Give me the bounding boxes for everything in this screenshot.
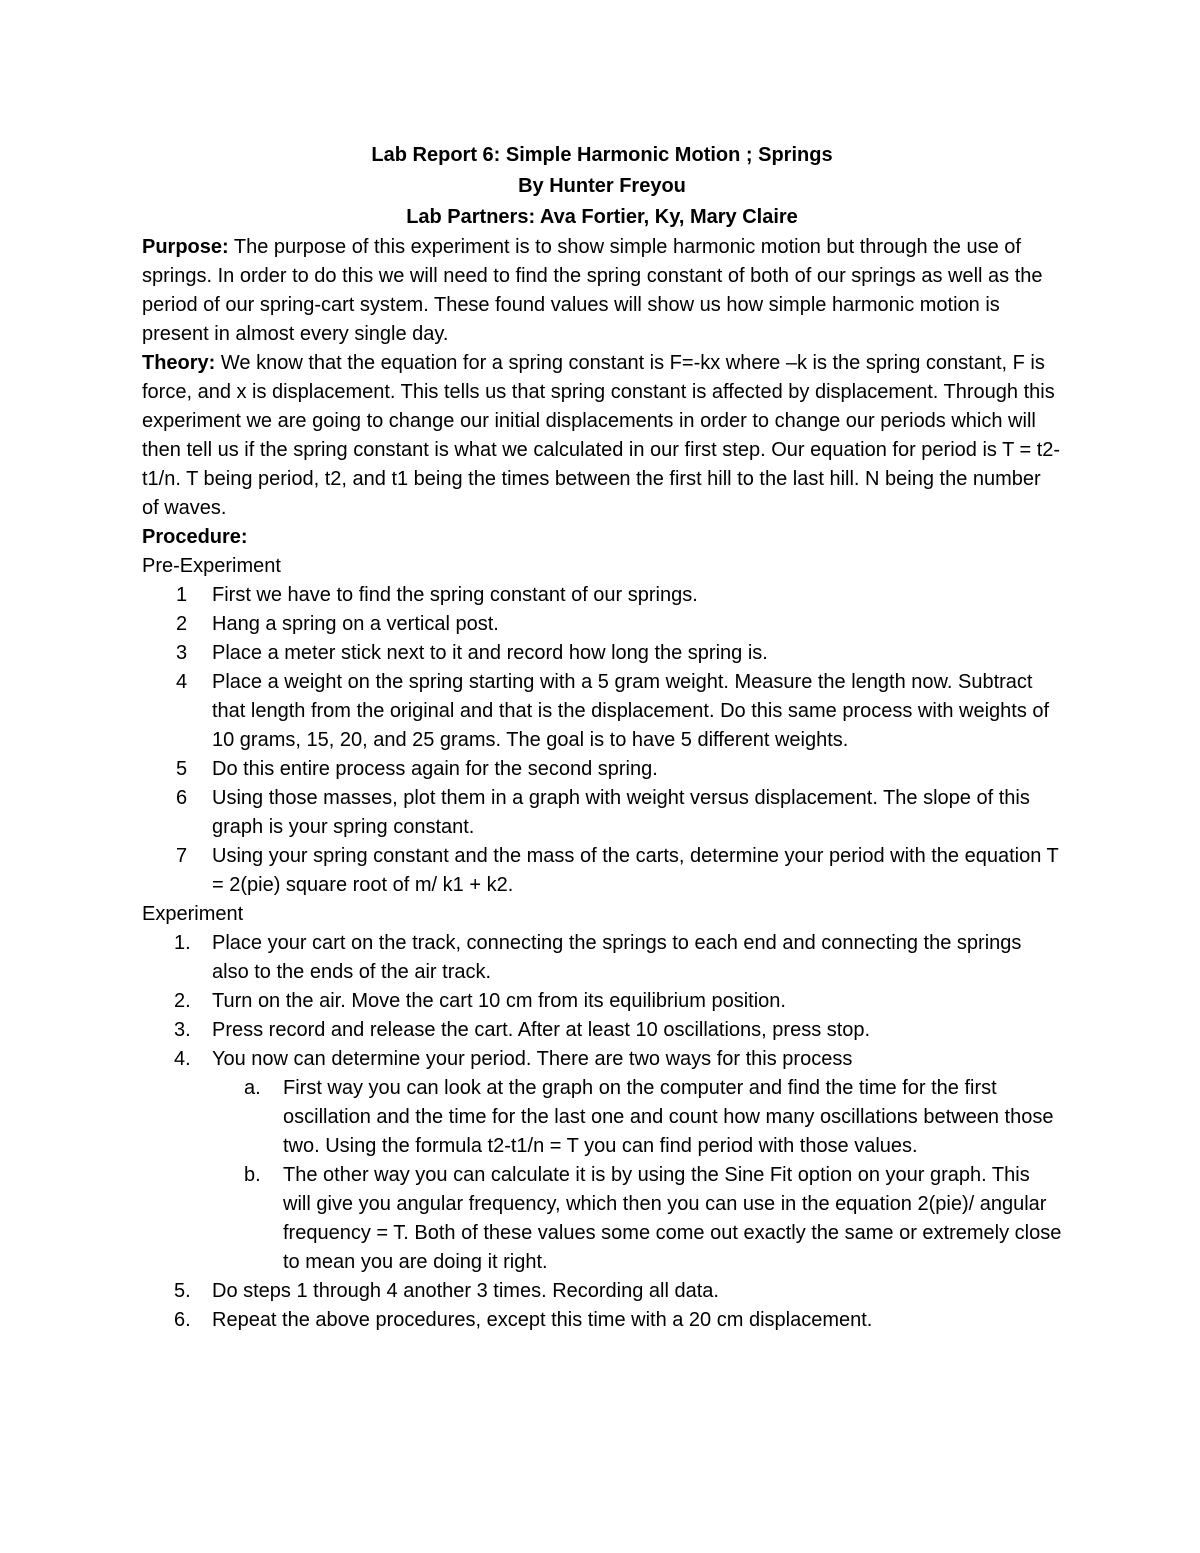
list-item [142, 1045, 1062, 1277]
step-number: 3. [174, 1019, 191, 1041]
report-title: Lab Report 6: Simple Harmonic Motion ; Springs [371, 144, 833, 166]
step-number: 4 [176, 671, 188, 693]
step-text: Turn on the air. Move the cart 10 cm from its equilibrium position. [212, 990, 786, 1012]
step-number: 4. [174, 1048, 191, 1070]
procedure-heading: Procedure: [142, 526, 248, 548]
step-text: Press record and release the cart. After at least 10 oscillations, press stop. [212, 1019, 871, 1041]
step-text: Repeat the above procedures, except this time with a 20 cm displacement. [212, 1309, 873, 1331]
theory-label: Theory: [142, 352, 216, 374]
list-item [212, 1161, 1062, 1277]
step-number: 3 [176, 642, 188, 664]
theory-text: We know that the equation for a spring constant is F=-kx where –k is the spring constant, F is force, and x is displacement. This tells us that spring constant is affected by displacement. Through this experiment we are going to change our initial displacements in order to change our periods which will then tell us if the spring constant is what we calculated in our first step. Our equation for period is T = t2-t1/n. T being period, t2, and t1 being the times between the first hill to the last hill. N being the number of waves. [142, 352, 1061, 519]
list-item [142, 610, 1062, 639]
period-methods-list [212, 1074, 1062, 1277]
step-text: Place a meter stick next to it and record how long the spring is. [212, 642, 768, 664]
list-item [142, 755, 1062, 784]
step-text: Do this entire process again for the second spring. [212, 758, 658, 780]
list-item [142, 581, 1062, 610]
report-author: By Hunter Freyou [518, 175, 686, 197]
purpose-text: The purpose of this experiment is to show simple harmonic motion but through the use of springs. In order to do this we will need to find the spring constant of both of our springs as well as the period of our spring-cart system. These found values will show us how simple harmonic motion is present in almost every single day. [142, 236, 1043, 345]
list-item [142, 1016, 1062, 1045]
experiment-list [142, 929, 1062, 1335]
step-number: 2 [176, 613, 188, 635]
step-text: Hang a spring on a vertical post. [212, 613, 499, 635]
step-number: 5. [174, 1280, 191, 1302]
step-number: 2. [174, 990, 191, 1012]
list-item [142, 784, 1062, 842]
step-number: 6 [176, 787, 188, 809]
list-item [142, 1277, 1062, 1306]
purpose-section [142, 233, 1062, 349]
theory-section [142, 349, 1062, 523]
step-number: 6. [174, 1309, 191, 1331]
list-item [142, 929, 1062, 987]
step-text: Using your spring constant and the mass of the carts, determine your period with the equation T = 2(pie) square root of m/ k1 + k2. [212, 845, 1059, 896]
step-text: You now can determine your period. There are two ways for this process [212, 1048, 853, 1070]
list-item [142, 668, 1062, 755]
pre-experiment-heading: Pre-Experiment [142, 555, 281, 577]
substep-letter: b. [244, 1164, 261, 1186]
step-number: 1 [176, 584, 188, 606]
step-text: First we have to find the spring constant of our springs. [212, 584, 698, 606]
list-item [212, 1074, 1062, 1161]
lab-partners: Lab Partners: Ava Fortier, Ky, Mary Claire [406, 206, 798, 228]
experiment-heading: Experiment [142, 903, 244, 925]
step-text: Using those masses, plot them in a graph with weight versus displacement. The slope of this graph is your spring constant. [212, 787, 1030, 838]
list-item [142, 842, 1062, 900]
substep-text: First way you can look at the graph on the computer and find the time for the first oscillation and the time for the last one and count how many oscillations between those two. Using the formula t2-t1/n = T you can find period with those values. [283, 1077, 1054, 1157]
step-text: Place your cart on the track, connecting the springs to each end and connecting the springs also to the ends of the air track. [212, 932, 1022, 983]
document-page [142, 140, 1062, 1335]
step-number: 5 [176, 758, 188, 780]
substep-letter: a. [244, 1077, 261, 1099]
step-number: 7 [176, 845, 188, 867]
step-text: Place a weight on the spring starting with a 5 gram weight. Measure the length now. Subtract that length from the original and that is the displacement. Do this same process with weights of 10 grams, 15, 20, and 25 grams. The goal is to have 5 different weights. [212, 671, 1050, 751]
substep-text: The other way you can calculate it is by using the Sine Fit option on your graph. This will give you angular frequency, which then you can use in the equation 2(pie)/ angular frequency = T. Both of these values some come out exactly the same or extremely close to mean you are doing it right. [283, 1164, 1062, 1273]
list-item [142, 639, 1062, 668]
step-number: 1. [174, 932, 191, 954]
list-item [142, 1306, 1062, 1335]
pre-experiment-list [142, 581, 1062, 900]
document-header [142, 140, 1062, 233]
step-text: Do steps 1 through 4 another 3 times. Recording all data. [212, 1280, 719, 1302]
purpose-label: Purpose: [142, 236, 229, 258]
list-item [142, 987, 1062, 1016]
